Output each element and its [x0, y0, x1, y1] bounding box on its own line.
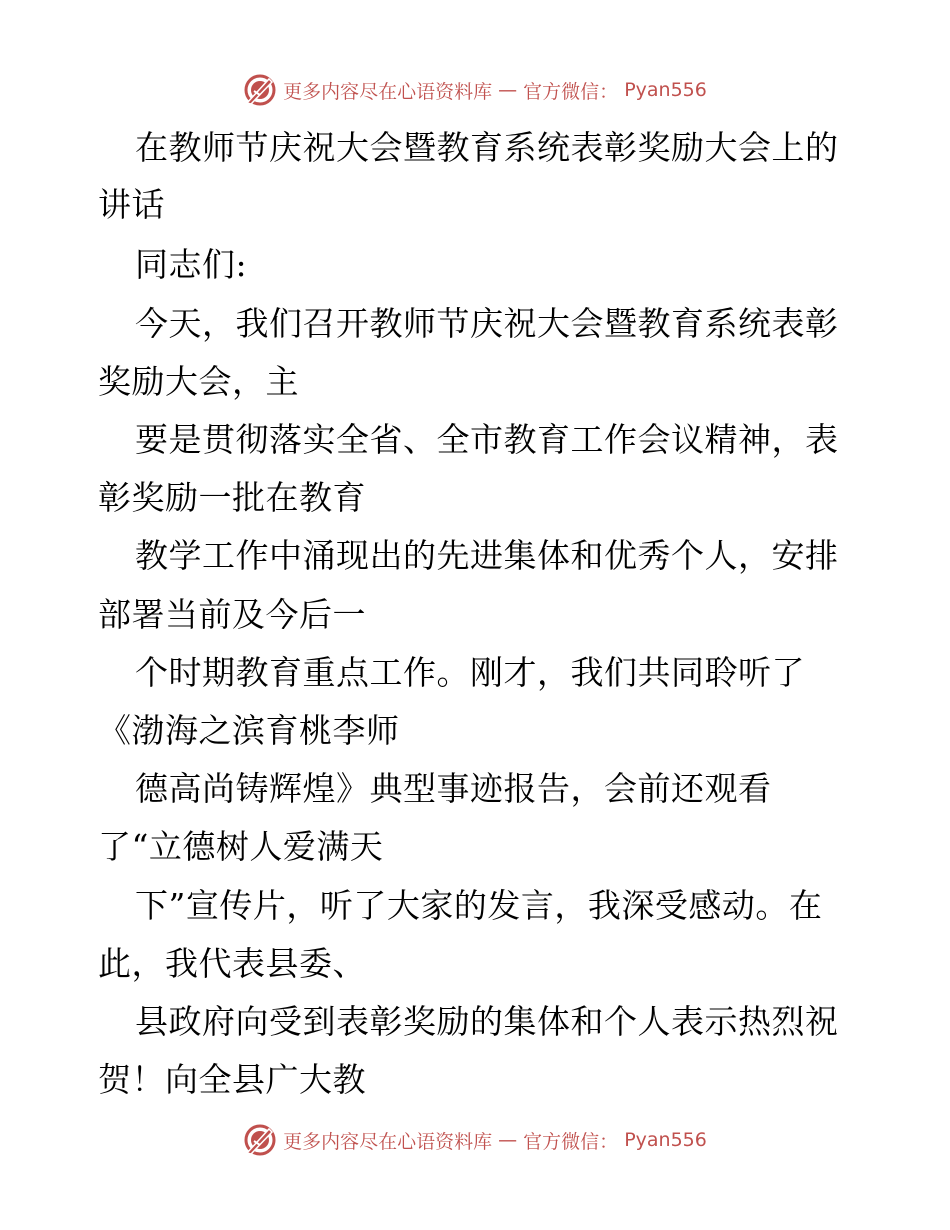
- watermark-wechat-id: Pyan556: [624, 79, 707, 101]
- text-line: 了“立德树人爱满天: [98, 827, 384, 866]
- text-line: 部署当前及今后一: [98, 595, 366, 634]
- watermark-main-text: 更多内容尽在心语资料库: [283, 1130, 493, 1153]
- text-line: 在教师节庆祝大会暨教育系统表彰奖励大会上的: [135, 128, 839, 167]
- text-line: 贺！向全县广大教: [98, 1060, 366, 1099]
- text-line: 讲话: [98, 185, 165, 224]
- text-line: 德高尚铸辉煌》典型事迹报告，会前还观看: [135, 769, 772, 808]
- text-line: 奖励大会，主: [98, 362, 299, 401]
- text-line: 同志们:: [135, 245, 248, 284]
- watermark-main-text: 更多内容尽在心语资料库: [283, 80, 493, 103]
- quill-emblem-icon: [243, 1123, 277, 1157]
- watermark-wechat-id: Pyan556: [624, 1129, 707, 1151]
- text-line: 彰奖励一批在教育: [98, 478, 366, 517]
- text-line: 今天，我们召开教师节庆祝大会暨教育系统表彰: [135, 304, 839, 343]
- text-line: 教学工作中涌现出的先进集体和优秀个人，安排: [135, 536, 839, 575]
- text-line: 下”宣传片，听了大家的发言，我深受感动。在: [135, 886, 823, 925]
- text-line: 要是贯彻落实全省、全市教育工作会议精神，表: [135, 420, 839, 459]
- text-line: 个时期教育重点工作。刚才，我们共同聆听了: [135, 653, 805, 692]
- watermark-separator: —: [498, 79, 518, 101]
- text-line: 县政府向受到表彰奖励的集体和个人表示热烈祝: [135, 1002, 839, 1041]
- watermark-separator: —: [498, 1129, 518, 1151]
- header-watermark: [0, 70, 950, 110]
- watermark-wechat-label: 官方微信：: [523, 80, 619, 103]
- quill-emblem-icon: [243, 73, 277, 107]
- text-line: 此，我代表县委、: [98, 944, 366, 983]
- watermark-wechat-label: 官方微信：: [523, 1130, 619, 1153]
- footer-watermark: [0, 1120, 950, 1160]
- text-line: 《渤海之滨育桃李师: [98, 711, 400, 750]
